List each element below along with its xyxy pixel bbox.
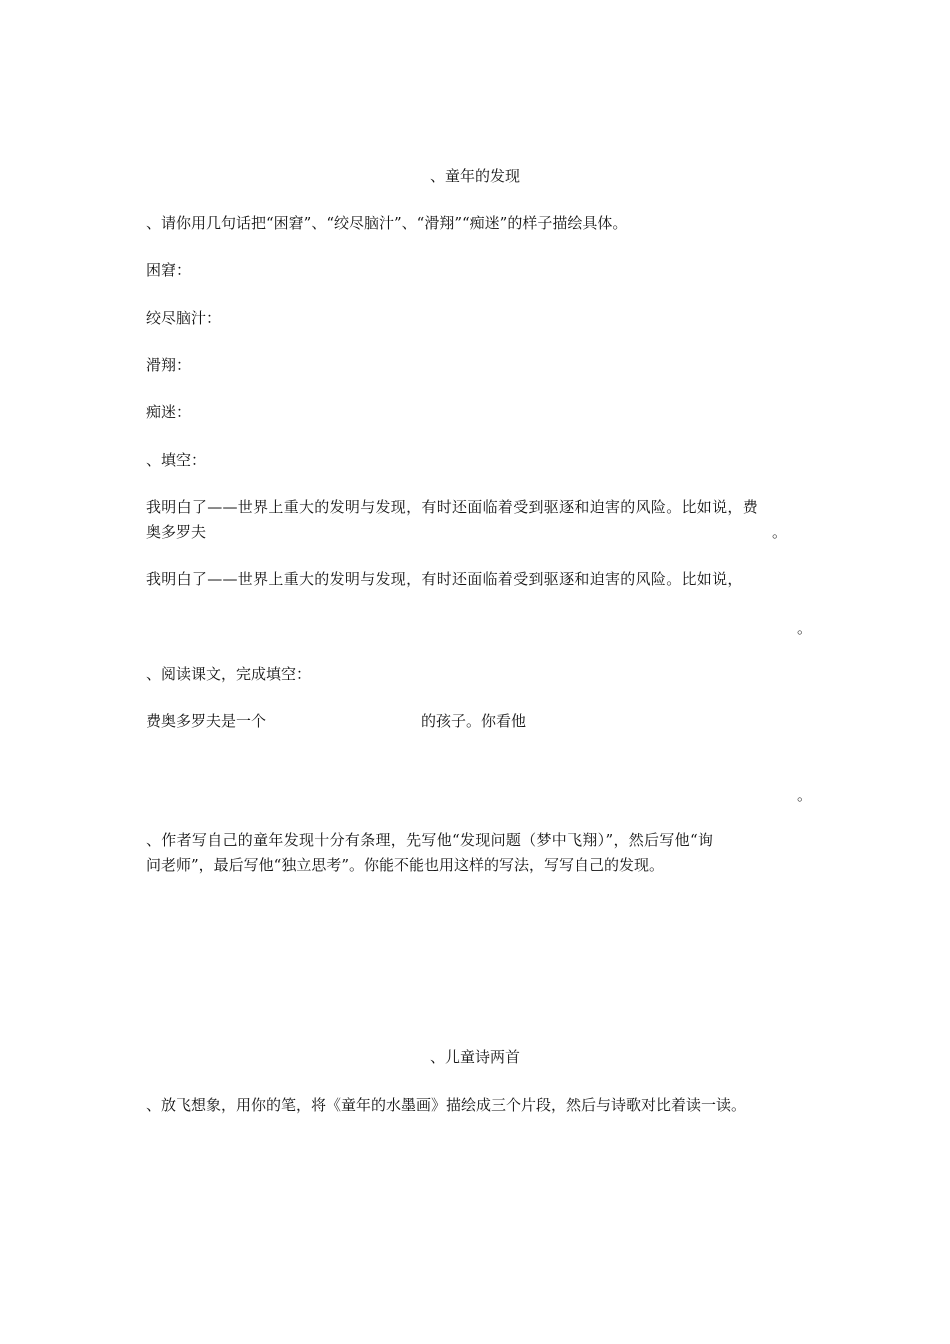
q1-item-kunjiong: 困窘：: [146, 261, 192, 279]
q3-prompt: 、阅读课文，完成填空：: [146, 665, 312, 683]
q1-item-chimi: 痴迷：: [146, 403, 192, 421]
q2-end2: 。: [797, 619, 813, 637]
q2-end1: 。: [772, 523, 788, 541]
q2-prompt: 、填空：: [146, 451, 207, 469]
q2-line1b: 奥多罗夫: [146, 523, 207, 541]
q1-item-huaxiang: 滑翔：: [146, 356, 192, 374]
q3-part2: 的孩子。你看他: [421, 712, 527, 730]
q2-line1a: 我明白了——世界上重大的发明与发现，有时还面临着受到驱逐和迫害的风险。比如说，费: [146, 498, 759, 516]
q4-line1: 、作者写自己的童年发现十分有条理，先写他“发现问题（梦中飞翔）”，然后写他“询: [146, 831, 714, 849]
section1-title: 、童年的发现: [429, 167, 520, 185]
section2-title: 、儿童诗两首: [429, 1048, 520, 1066]
q3-end: 。: [797, 786, 813, 804]
section2-q1: 、放飞想象，用你的笔，将《童年的水墨画》描绘成三个片段，然后与诗歌对比着读一读。: [146, 1096, 747, 1114]
q1-item-jiaojinnaozhi: 绞尽脑汁：: [146, 309, 222, 327]
q3-part1: 费奥多罗夫是一个: [146, 712, 267, 730]
q2-line2: 我明白了——世界上重大的发明与发现，有时还面临着受到驱逐和迫害的风险。比如说，: [146, 570, 743, 588]
q1-prompt: 、请你用几句话把“困窘”、“绞尽脑汁”、“滑翔”“痴迷”的样子描绘具体。: [146, 214, 628, 232]
q4-line2: 问老师”，最后写他“独立思考”。你能不能也用这样的写法，写写自己的发现。: [146, 856, 665, 874]
